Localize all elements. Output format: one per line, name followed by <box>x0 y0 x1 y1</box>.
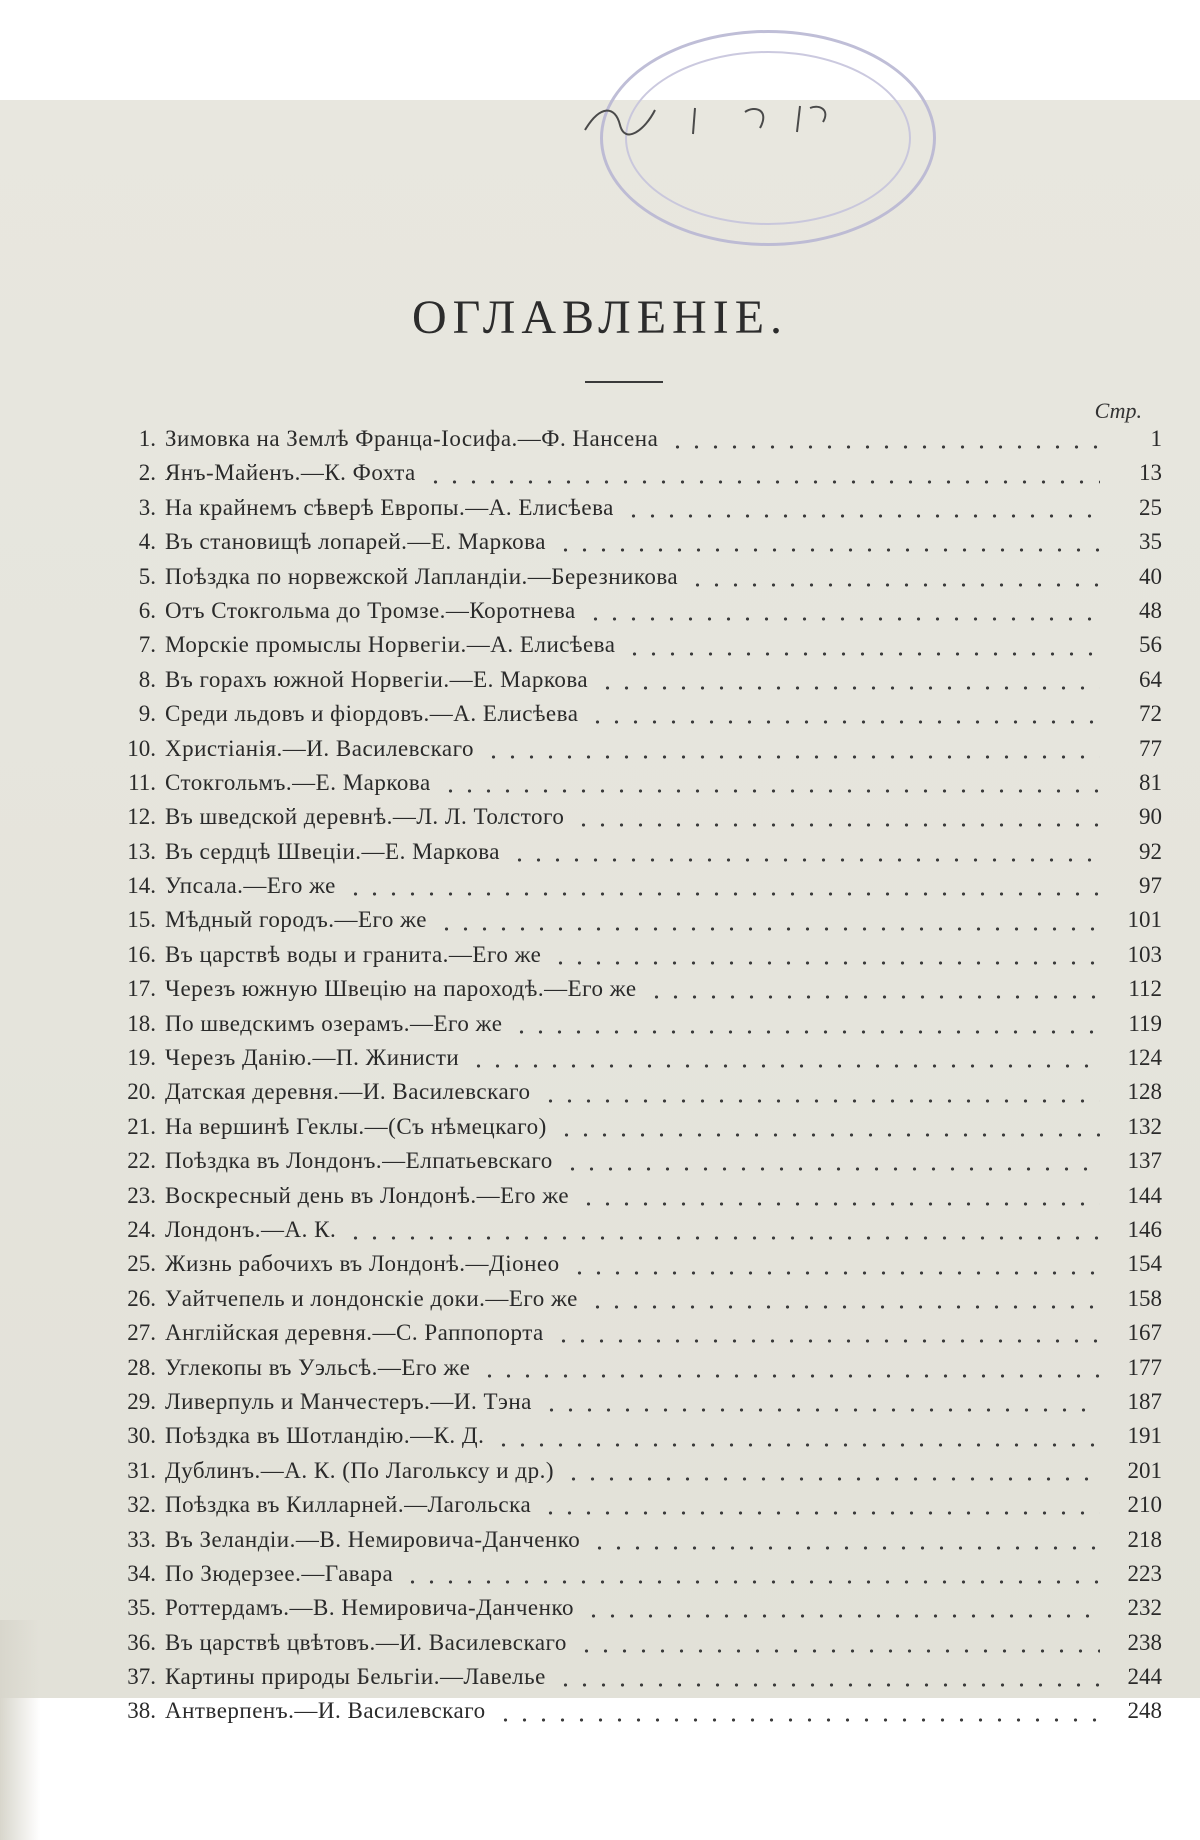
page-crease <box>0 1620 40 1840</box>
entry-number: 36. <box>127 1629 156 1655</box>
entry-title: Картины природы Бельгіи.—Лавелье <box>165 1664 546 1690</box>
toc-entry <box>120 1492 1162 1526</box>
dot-leader <box>574 822 1100 828</box>
toc-entry <box>120 667 1162 701</box>
dot-leader <box>541 1510 1100 1516</box>
entry-number: 31. <box>127 1457 156 1483</box>
entry-title: Черезъ Данію.—П. Жинисти <box>165 1045 460 1071</box>
entry-title: Дублинъ.—А. К. (По Лагольксу и др.) <box>165 1457 554 1483</box>
entry-title: Въ царствѣ воды и гранита.—Его же <box>165 941 542 967</box>
title-divider <box>585 381 663 383</box>
dot-leader <box>426 479 1100 485</box>
entry-title: Поѣздка въ Килларней.—Лагольска <box>165 1492 532 1518</box>
entry-title: Мѣдный городъ.—Его же <box>165 907 427 933</box>
entry-page-number: 146 <box>1127 1216 1162 1242</box>
entry-page-number: 119 <box>1128 1010 1162 1036</box>
entry-title: Христіанія.—И. Василевскаго <box>165 735 474 761</box>
dot-leader <box>556 1682 1100 1688</box>
toc-entry <box>120 907 1162 941</box>
table-of-contents <box>120 426 1162 1733</box>
dot-leader <box>554 1338 1100 1344</box>
entry-title: Воскресный день въ Лондонѣ.—Его же <box>165 1182 570 1208</box>
entry-number: 13. <box>127 838 156 864</box>
toc-entry <box>120 460 1162 494</box>
entry-title: Антверпенъ.—И. Василевскаго <box>165 1698 486 1724</box>
toc-entry <box>120 839 1162 873</box>
entry-number: 5. <box>138 563 156 589</box>
toc-entry <box>120 426 1162 460</box>
entry-title: Лондонъ.—А. К. <box>165 1216 337 1242</box>
dot-leader <box>557 1132 1100 1138</box>
toc-entry <box>120 736 1162 770</box>
dot-leader <box>551 960 1100 966</box>
toc-entry <box>120 701 1162 735</box>
entry-page-number: 13 <box>1139 460 1162 486</box>
entry-number: 2. <box>138 460 156 486</box>
entry-title: Среди льдовъ и фіордовъ.—А. Елисѣева <box>165 701 579 727</box>
dot-leader <box>541 1098 1100 1104</box>
entry-number: 3. <box>138 494 156 520</box>
toc-entry <box>120 1286 1162 1320</box>
toc-entry <box>120 1389 1162 1423</box>
dot-leader <box>564 1476 1100 1482</box>
entry-title: Упсала.—Его же <box>165 873 336 899</box>
dot-leader <box>437 926 1100 932</box>
dot-leader <box>579 1201 1100 1207</box>
toc-entry <box>120 1045 1162 1079</box>
dot-leader <box>563 1166 1100 1172</box>
entry-number: 1. <box>138 426 156 451</box>
dot-leader <box>510 857 1100 863</box>
entry-number: 28. <box>127 1354 156 1380</box>
entry-number: 11. <box>128 769 156 795</box>
dot-leader <box>577 1648 1100 1654</box>
entry-page-number: 167 <box>1127 1320 1162 1346</box>
book-page <box>0 100 1200 1724</box>
entry-title: Въ горахъ южной Норвегіи.—Е. Маркова <box>165 666 589 692</box>
toc-entry <box>120 1595 1162 1629</box>
toc-entry <box>120 770 1162 804</box>
entry-number: 21. <box>127 1113 156 1139</box>
toc-entry <box>120 598 1162 632</box>
entry-title: Отъ Стокгольма до Тромзе.—Коротнева <box>165 597 576 623</box>
entry-number: 37. <box>127 1664 156 1690</box>
dot-leader <box>480 1373 1100 1379</box>
entry-page-number: 210 <box>1127 1492 1162 1518</box>
dot-leader <box>588 719 1100 725</box>
entry-page-number: 40 <box>1139 563 1162 589</box>
dot-leader <box>590 1545 1100 1551</box>
entry-page-number: 72 <box>1139 701 1162 727</box>
entry-page-number: 132 <box>1127 1113 1162 1139</box>
entry-title: Черезъ южную Швецію на пароходѣ.—Его же <box>165 976 637 1002</box>
entry-number: 20. <box>127 1079 156 1105</box>
entry-number: 14. <box>127 873 156 899</box>
page-title: ОГЛАВЛЕНІЕ. <box>411 291 789 344</box>
entry-number: 33. <box>127 1526 156 1552</box>
entry-page-number: 25 <box>1139 494 1162 520</box>
entry-page-number: 177 <box>1127 1354 1162 1380</box>
entry-page-number: 201 <box>1127 1457 1162 1483</box>
dot-leader <box>688 582 1100 588</box>
dot-leader <box>346 1235 1100 1241</box>
entry-number: 6. <box>138 597 156 623</box>
toc-entry <box>120 1458 1162 1492</box>
toc-entry <box>120 942 1162 976</box>
dot-leader <box>624 513 1100 519</box>
entry-page-number: 35 <box>1139 529 1162 555</box>
dot-leader <box>542 1407 1100 1413</box>
dot-leader <box>588 1304 1100 1310</box>
entry-page-number: 137 <box>1127 1148 1162 1174</box>
dot-leader <box>496 1717 1100 1723</box>
entry-title: Ливерпуль и Манчестеръ.—И. Тэна <box>165 1388 532 1414</box>
entry-title: На крайнемъ сѣверѣ Европы.—А. Елисѣева <box>165 494 614 520</box>
entry-page-number: 124 <box>1127 1045 1162 1071</box>
entry-number: 25. <box>127 1251 156 1277</box>
dot-leader <box>441 788 1100 794</box>
entry-number: 38. <box>127 1698 156 1724</box>
entry-title: Поѣздка по норвежской Лапландіи.—Березникова <box>165 563 679 589</box>
dot-leader <box>556 547 1100 553</box>
toc-entry <box>120 1527 1162 1561</box>
entry-title: На вершинѣ Геклы.—(Съ нѣмецкаго) <box>165 1113 547 1139</box>
entry-number: 9. <box>138 701 156 727</box>
entry-number: 7. <box>138 632 156 658</box>
toc-entry <box>120 976 1162 1010</box>
entry-title: Поѣздка въ Шотландію.—К. Д. <box>165 1423 485 1449</box>
dot-leader <box>469 1063 1100 1069</box>
toc-entry <box>120 1251 1162 1285</box>
entry-page-number: 128 <box>1127 1079 1162 1105</box>
entry-page-number: 90 <box>1139 804 1162 830</box>
entry-number: 30. <box>127 1423 156 1449</box>
entry-page-number: 97 <box>1139 873 1162 899</box>
entry-number: 12. <box>127 804 156 830</box>
dot-leader <box>598 685 1100 691</box>
entry-page-number: 64 <box>1139 666 1162 692</box>
entry-page-number: 218 <box>1127 1526 1162 1552</box>
entry-page-number: 92 <box>1139 838 1162 864</box>
entry-page-number: 232 <box>1127 1595 1162 1621</box>
entry-page-number: 248 <box>1127 1698 1162 1724</box>
entry-page-number: 77 <box>1139 735 1162 761</box>
toc-entry <box>120 1183 1162 1217</box>
entry-number: 29. <box>127 1388 156 1414</box>
dot-leader <box>494 1442 1100 1448</box>
dot-leader <box>484 754 1100 760</box>
entry-title: Въ царствѣ цвѣтовъ.—И. Василевскаго <box>165 1629 567 1655</box>
entry-page-number: 112 <box>1128 976 1162 1002</box>
toc-entry <box>120 1355 1162 1389</box>
toc-entry <box>120 1079 1162 1113</box>
toc-entry <box>120 1423 1162 1457</box>
entry-number: 27. <box>127 1320 156 1346</box>
toc-entry <box>120 1664 1162 1698</box>
toc-entry <box>120 632 1162 666</box>
entry-title: Углекопы въ Уэльсѣ.—Его же <box>165 1354 471 1380</box>
entry-number: 4. <box>138 529 156 555</box>
toc-entry <box>120 1148 1162 1182</box>
entry-number: 8. <box>138 666 156 692</box>
toc-entry <box>120 1698 1162 1732</box>
entry-number: 10. <box>127 735 156 761</box>
entry-number: 26. <box>127 1285 156 1311</box>
dot-leader <box>403 1579 1100 1585</box>
dot-leader <box>586 616 1100 622</box>
dot-leader <box>584 1613 1100 1619</box>
toc-entry <box>120 1011 1162 1045</box>
entry-number: 22. <box>127 1148 156 1174</box>
dot-leader <box>570 1270 1100 1276</box>
entry-number: 19. <box>127 1045 156 1071</box>
entry-number: 32. <box>127 1492 156 1518</box>
entry-page-number: 238 <box>1127 1629 1162 1655</box>
handwritten-mark <box>575 100 855 140</box>
entry-title: Жизнь рабочихъ въ Лондонѣ.—Діонео <box>165 1251 560 1277</box>
entry-page-number: 244 <box>1127 1664 1162 1690</box>
entry-title: По шведскимъ озерамъ.—Его же <box>165 1010 503 1036</box>
entry-number: 35. <box>127 1595 156 1621</box>
entry-number: 16. <box>127 941 156 967</box>
entry-page-number: 158 <box>1127 1285 1162 1311</box>
entry-page-number: 154 <box>1127 1251 1162 1277</box>
entry-page-number: 48 <box>1139 597 1162 623</box>
toc-entry <box>120 1114 1162 1148</box>
dot-leader <box>346 891 1100 897</box>
entry-title: По Зюдерзее.—Гавара <box>165 1560 394 1586</box>
entry-page-number: 103 <box>1127 941 1162 967</box>
dot-leader <box>512 1029 1100 1035</box>
entry-number: 34. <box>127 1560 156 1586</box>
entry-page-number: 187 <box>1127 1388 1162 1414</box>
entry-number: 15. <box>127 907 156 933</box>
entry-number: 18. <box>127 1010 156 1036</box>
entry-page-number: 101 <box>1127 907 1162 933</box>
entry-page-number: 81 <box>1139 769 1162 795</box>
toc-entry <box>120 804 1162 838</box>
entry-title: Морскіе промыслы Норвегіи.—А. Елисѣева <box>165 632 616 658</box>
entry-title: Поѣздка въ Лондонъ.—Елпатьевскаго <box>165 1148 553 1174</box>
toc-entry <box>120 564 1162 598</box>
entry-number: 17. <box>127 976 156 1002</box>
entry-page-number: 191 <box>1127 1423 1162 1449</box>
entry-title: Янъ-Майенъ.—К. Фохта <box>165 460 416 486</box>
entry-title: Въ шведской деревнѣ.—Л. Л. Толстого <box>165 804 565 830</box>
toc-entry <box>120 495 1162 529</box>
entry-page-number: 1 <box>1150 426 1162 451</box>
entry-title: Англійская деревня.—С. Раппопорта <box>165 1320 544 1346</box>
page-column-header: Стр. <box>1094 398 1142 423</box>
entry-title: Роттердамъ.—В. Немировича-Данченко <box>165 1595 574 1621</box>
toc-entry <box>120 529 1162 563</box>
entry-page-number: 144 <box>1127 1182 1162 1208</box>
toc-entry <box>120 1217 1162 1251</box>
toc-entry <box>120 873 1162 907</box>
entry-page-number: 56 <box>1139 632 1162 658</box>
entry-title: Датская деревня.—И. Василевскаго <box>165 1079 531 1105</box>
entry-title: Въ становищѣ лопарей.—Е. Маркова <box>165 529 546 555</box>
toc-entry <box>120 1320 1162 1354</box>
entry-title: Зимовка на Землѣ Франца-Іосифа.—Ф. Нансена <box>165 426 659 451</box>
entry-title: Уайтчепель и лондонскіе доки.—Его же <box>165 1285 578 1311</box>
entry-title: Въ Зеландіи.—В. Немировича-Данченко <box>165 1526 581 1552</box>
dot-leader <box>647 994 1100 1000</box>
toc-entry <box>120 1561 1162 1595</box>
entry-page-number: 223 <box>1127 1560 1162 1586</box>
dot-leader <box>668 444 1100 450</box>
entry-number: 24. <box>127 1216 156 1242</box>
toc-entry <box>120 1630 1162 1664</box>
dot-leader <box>625 651 1100 657</box>
entry-title: Въ сердцѣ Швеціи.—Е. Маркова <box>165 838 501 864</box>
entry-title: Стокгольмъ.—Е. Маркова <box>165 769 431 795</box>
entry-number: 23. <box>127 1182 156 1208</box>
